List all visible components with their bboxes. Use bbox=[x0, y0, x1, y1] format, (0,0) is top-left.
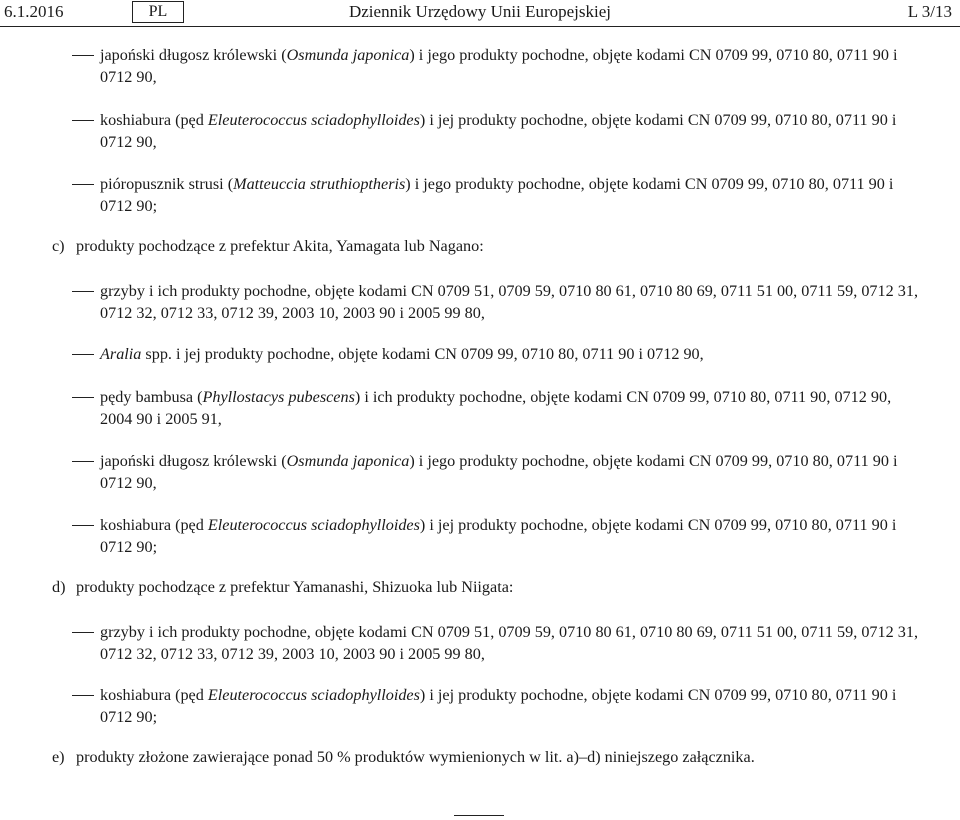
dash-marker bbox=[72, 514, 94, 536]
section-heading: produkty pochodzące z prefektur Akita, Yamagata lub Nagano: bbox=[76, 237, 484, 255]
list-item: koshiabura (pęd Eleuterococcus sciadophylloides) i jej produkty pochodne, objęte kodami CN 0709 99, 0710 80, 0711 90 i 0712 90; bbox=[100, 686, 897, 726]
journal-title: Dziennik Urzędowy Unii Europejskiej bbox=[348, 2, 611, 21]
dash-marker bbox=[72, 386, 94, 408]
section-heading: produkty pochodzące z prefektur Yamanashi, Shizuoka lub Niigata: bbox=[76, 578, 514, 596]
list-item: grzyby i ich produkty pochodne, objęte kodami CN 0709 51, 0709 59, 0710 80 61, 0710 80 69, 0711 51 00, 0711 59, 0712 31, 0712 32, 0712 33, 0712 39, 2003 10, 2003 90 i 2005 99 80, bbox=[100, 623, 918, 663]
section-letter: c) bbox=[52, 237, 65, 255]
list-item: japoński długosz królewski (Osmunda japonica) i jego produkty pochodne, objęte kodami CN 0709 99, 0710 80, 0711 90 i 0712 90, bbox=[100, 452, 898, 492]
section-heading: produkty złożone zawierające ponad 50 % produktów wymienionych w lit. a)–d) niniejszego załącznika. bbox=[76, 748, 755, 766]
dash-marker bbox=[72, 280, 94, 302]
dash-marker bbox=[72, 343, 94, 365]
list-item: koshiabura (pęd Eleuterococcus sciadophylloides) i jej produkty pochodne, objęte kodami CN 0709 99, 0710 80, 0711 90 i 0712 90; bbox=[100, 516, 897, 556]
list-item: pióropusznik strusi (Matteuccia struthioptheris) i jego produkty pochodne, objęte kodami CN 0709 99, 0710 80, 0711 90 i 0712 90; bbox=[100, 175, 894, 215]
list-item: grzyby i ich produkty pochodne, objęte kodami CN 0709 51, 0709 59, 0710 80 61, 0710 80 69, 0711 51 00, 0711 59, 0712 31, 0712 32, 0712 33, 0712 39, 2003 10, 2003 90 i 2005 99 80, bbox=[100, 282, 918, 322]
list-item: japoński długosz królewski (Osmunda japonica) i jego produkty pochodne, objęte kodami CN 0709 99, 0710 80, 0711 90 i 0712 90, bbox=[100, 46, 898, 86]
dash-marker bbox=[72, 44, 94, 66]
footer-rule bbox=[454, 815, 504, 816]
dash-marker bbox=[72, 173, 94, 195]
section-letter: e) bbox=[52, 748, 65, 766]
dash-marker bbox=[72, 109, 94, 131]
dash-marker bbox=[72, 684, 94, 706]
journal-header bbox=[0, 0, 960, 27]
page-reference: L 3/13 bbox=[907, 2, 952, 21]
publication-date: 6.1.2016 bbox=[4, 2, 64, 21]
dash-marker bbox=[72, 621, 94, 643]
list-item: pędy bambusa (Phyllostacys pubescens) i ich produkty pochodne, objęte kodami CN 0709 99, 0710 80, 0711 90, 0712 90, 2004 90 i 2005 91, bbox=[100, 388, 892, 428]
list-item: Aralia spp. i jej produkty pochodne, objęte kodami CN 0709 99, 0710 80, 0711 90 i 0712 90, bbox=[100, 345, 704, 363]
language-badge: PL bbox=[132, 1, 184, 23]
dash-marker bbox=[72, 450, 94, 472]
section-letter: d) bbox=[52, 578, 66, 596]
list-item: koshiabura (pęd Eleuterococcus sciadophylloides) i jej produkty pochodne, objęte kodami CN 0709 99, 0710 80, 0711 90 i 0712 90, bbox=[100, 111, 897, 151]
